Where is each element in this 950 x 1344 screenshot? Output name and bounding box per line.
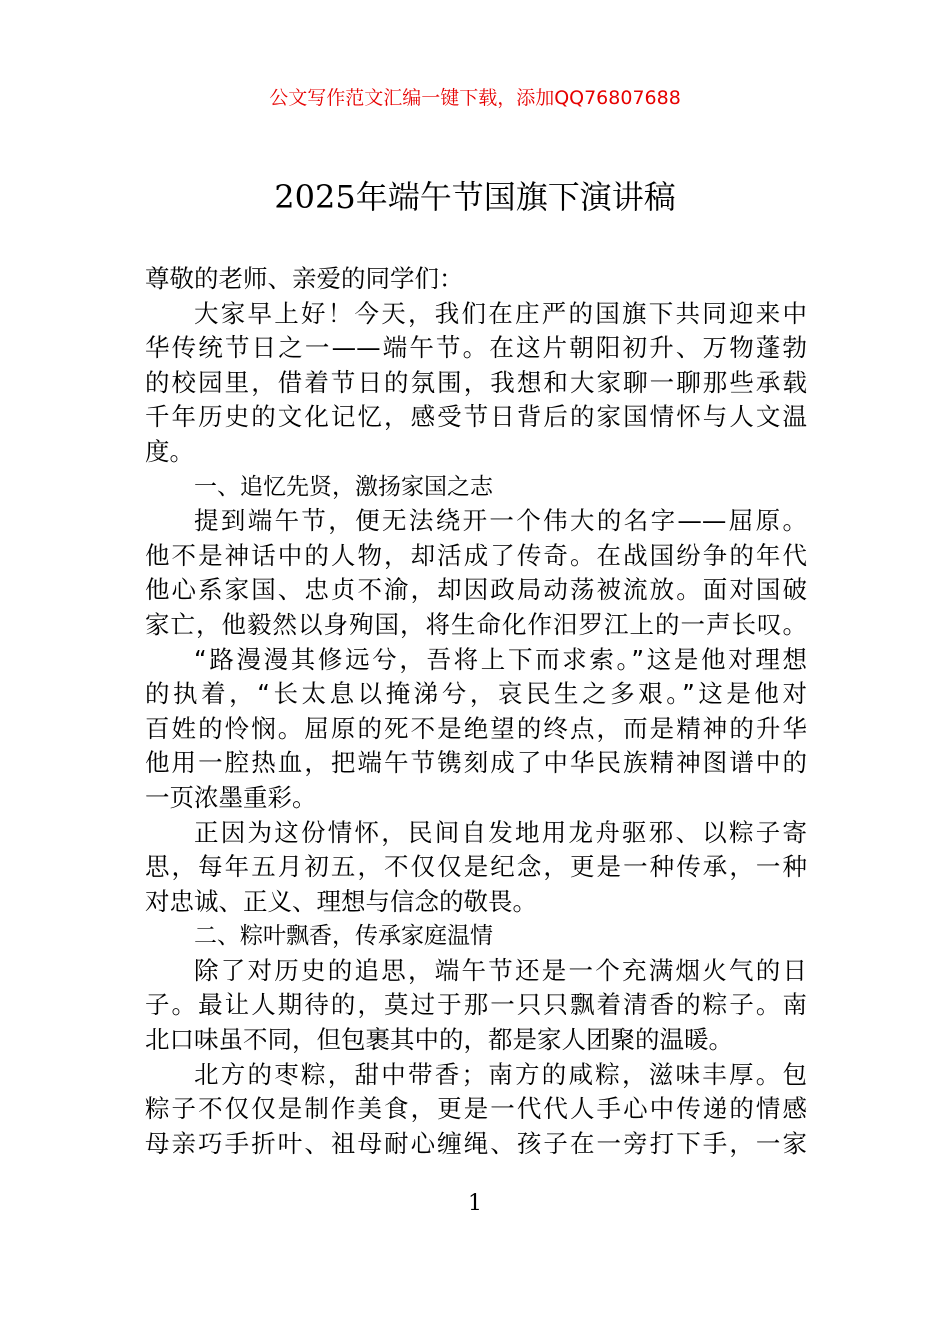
paragraph-line: 提到端午节，便无法绕开一个伟大的名字——屈原。 bbox=[194, 506, 807, 536]
section-heading-1: 一、追忆先贤，激扬家国之志 bbox=[194, 473, 493, 500]
document-body bbox=[145, 262, 807, 1161]
page-number: 1 bbox=[468, 1191, 482, 1216]
paragraph-line: 粽子不仅仅是制作美食，更是一代代人手心中传递的情感 bbox=[145, 1094, 807, 1124]
paragraph-line: 千年历史的文化记忆，感受节日背后的家国情怀与人文温 bbox=[145, 402, 807, 432]
paragraph-line: 百姓的怜悯。屈原的死不是绝望的终点，而是精神的升华 bbox=[145, 713, 807, 743]
paragraph-line: 正因为这份情怀，民间自发地用龙舟驱邪、以粽子寄 bbox=[194, 817, 807, 847]
paragraph-line: 北口味虽不同，但包裹其中的，都是家人团聚的温暖。 bbox=[145, 1025, 733, 1055]
paragraph-line: 的校园里，借着节日的氛围，我想和大家聊一聊那些承载 bbox=[145, 367, 807, 397]
paragraph-line: 的执着，“长太息以掩涕兮，哀民生之多艰。”这是他对 bbox=[145, 679, 807, 709]
paragraph-line: 母亲巧手折叶、祖母耐心缠绳、孩子在一旁打下手，一家 bbox=[145, 1128, 807, 1158]
paragraph-line: 一页浓墨重彩。 bbox=[145, 782, 317, 812]
paragraph-line: 他心系家国、忠贞不渝，却因政局动荡被流放。面对国破 bbox=[145, 575, 807, 605]
paragraph-line: 子。最让人期待的，莫过于那一只只飘着清香的粽子。南 bbox=[145, 990, 807, 1020]
paragraph-line: 他不是神话中的人物，却活成了传奇。在战国纷争的年代 bbox=[145, 540, 807, 570]
paragraph-line: 对忠诚、正义、理想与信念的敬畏。 bbox=[145, 886, 537, 916]
paragraph-line: 家亡，他毅然以身殉国，将生命化作汨罗江上的一声长叹。 bbox=[145, 609, 807, 639]
salutation-line: 尊敬的老师、亲爱的同学们： bbox=[145, 264, 464, 293]
paragraph-line: 北方的枣粽，甜中带香；南方的咸粽，滋味丰厚。包 bbox=[194, 1059, 807, 1089]
paragraph-line: 大家早上好！今天，我们在庄严的国旗下共同迎来中 bbox=[194, 298, 807, 328]
section-heading-2: 二、粽叶飘香，传承家庭温情 bbox=[194, 923, 493, 950]
paragraph-line: 他用一腔热血，把端午节镌刻成了中华民族精神图谱中的 bbox=[145, 748, 807, 778]
paragraph-line: 除了对历史的追思，端午节还是一个充满烟火气的日 bbox=[194, 955, 807, 985]
download-banner: 公文写作范文汇编一键下载，添加QQ76807688 bbox=[269, 87, 681, 109]
document-title: 2025年端午节国旗下演讲稿 bbox=[274, 178, 676, 216]
paragraph-line: 度。 bbox=[145, 436, 194, 466]
paragraph-line: 思，每年五月初五，不仅仅是纪念，更是一种传承，一种 bbox=[145, 852, 807, 882]
paragraph-line: “路漫漫其修远兮，吾将上下而求索。”这是他对理想 bbox=[194, 644, 807, 674]
paragraph-line: 华传统节日之一——端午节。在这片朝阳初升、万物蓬勃 bbox=[145, 333, 807, 363]
